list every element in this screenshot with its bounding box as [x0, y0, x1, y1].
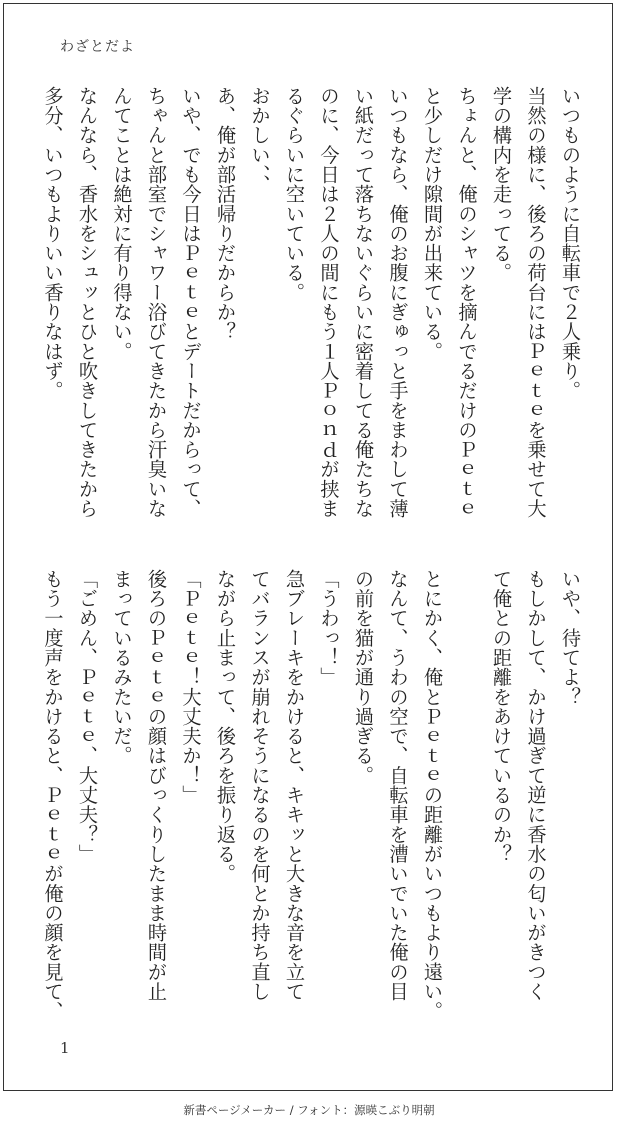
text-line: とにかく、俺とＰｅｔｅの距離がいつもより遠い。 — [421, 569, 444, 1021]
text-line: なんて、うわの空で、自転車を漕いでいた俺の目 — [386, 569, 410, 1002]
text-line: のに、今日は２人の間にもう１人Ｐｏｎｄが挟ま — [317, 86, 341, 519]
text-line: い紙だって落ちないぐらいに密着してる俺たちな — [352, 86, 375, 519]
bottom-text-block — [41, 569, 587, 1029]
top-text-block — [41, 86, 587, 546]
text-line: あ、俺が部活帰りだからか？ — [214, 86, 237, 342]
text-line: 「Ｐｅｔｅ！大丈夫か！」 — [179, 569, 203, 805]
text-line: おかしい、、 — [248, 86, 272, 195]
text-line: 「ごめん、Ｐｅｔｅ、大丈夫？」 — [76, 569, 99, 864]
text-line: て俺との距離をあけているのか？ — [490, 569, 513, 864]
text-line: ちゃんと部室でシャワー浴びてきたから汗臭いな — [145, 86, 168, 519]
text-line: もう一度声をかけると、Ｐｅｔｅが俺の顔を見て、 — [41, 569, 65, 1021]
manuscript-page — [3, 3, 613, 1091]
text-line: 急ブレーキをかけると、キキッと大きな音を立て — [283, 569, 306, 1002]
text-line: ちょんと、俺のシャツを摘んでるだけのＰｅｔｅ — [455, 86, 479, 519]
page-number: 1 — [60, 1039, 70, 1057]
text-line: 当然の様に、後ろの荷台にはＰｅｔｅを乗せて大 — [524, 86, 548, 519]
footer-credit: 新書ページメーカー / フォント：源暎こぶり明朝 — [183, 1103, 435, 1117]
text-line: 後ろのＰｅｔｅの顔はびっくりしたまま時間が止 — [145, 569, 168, 1002]
text-line: 多分、いつもよりいい香りなはず。 — [41, 86, 65, 401]
text-line: なんなら、香水をシュッとひと吹きしてきたから — [76, 86, 99, 519]
text-line: と少しだけ隙間が出来ている。 — [421, 86, 444, 362]
text-line: まっているみたいだ。 — [110, 569, 134, 766]
text-line: てバランスが崩れそうになるのを何とか持ち直し — [248, 569, 272, 1002]
text-line — [449, 569, 484, 1029]
text-line: 「うわっ！」 — [317, 569, 341, 687]
text-line: るぐらいに空いている。 — [283, 86, 306, 303]
page-title: わざとだよ — [60, 39, 135, 55]
text-line: いつものように自転車で２人乗り。 — [559, 86, 582, 401]
text-line: いや、でも今日はＰｅｔｅとデートだからって、 — [179, 86, 203, 519]
text-line: いつもなら、俺のお腹にぎゅっと手をまわして薄 — [386, 86, 410, 519]
text-line: ながら止まって、後ろを振り返る。 — [214, 569, 237, 884]
text-line: 学の構内を走ってる。 — [490, 86, 513, 283]
text-line: もしかして、かけ過ぎて逆に香水の匂いがきつく — [524, 569, 548, 1002]
text-line: いや、待てよ？ — [559, 569, 582, 707]
text-line: の前を猫が通り過ぎる。 — [352, 569, 375, 786]
text-line: んてことは絶対に有り得ない。 — [110, 86, 134, 362]
